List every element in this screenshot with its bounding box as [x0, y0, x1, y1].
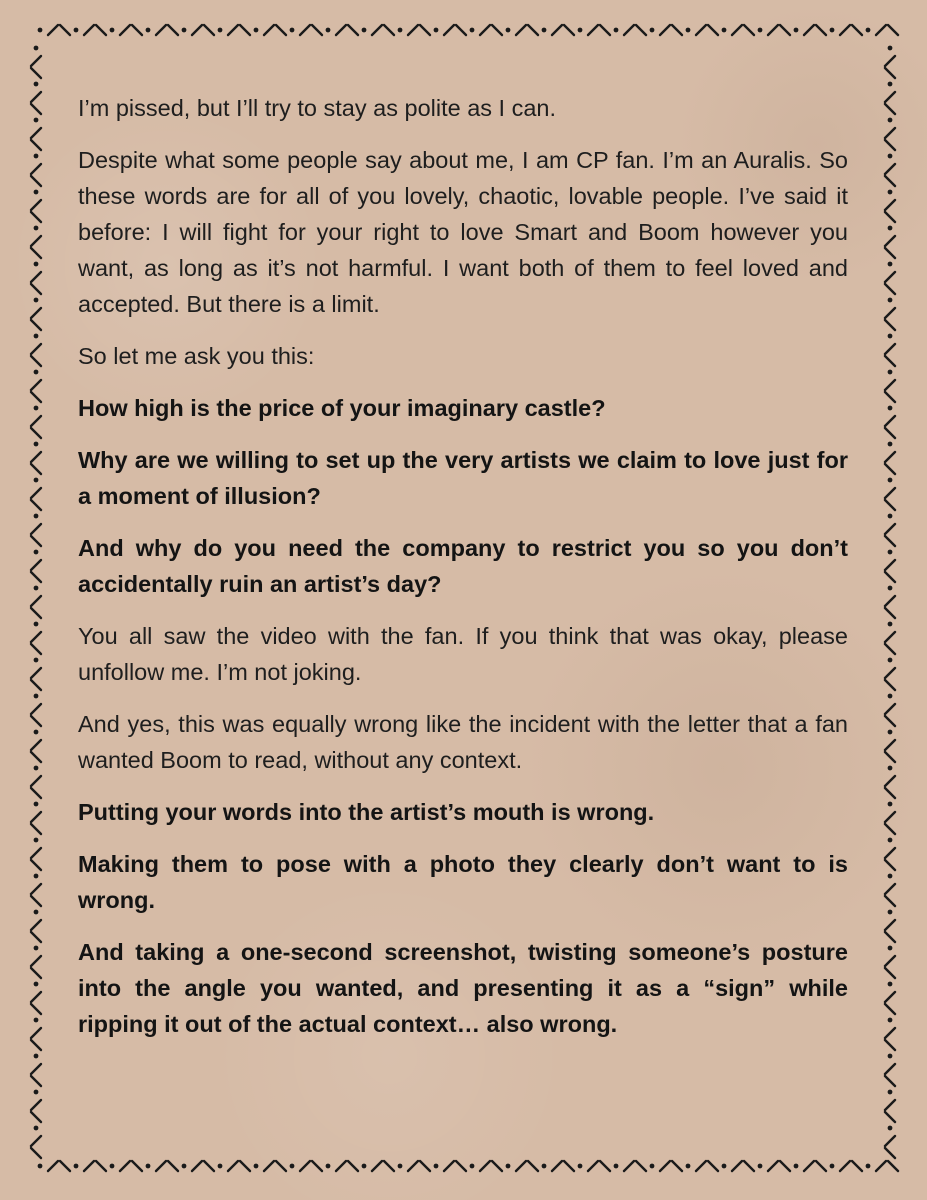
border-left-pattern — [31, 46, 41, 1158]
border-top-pattern — [38, 25, 898, 35]
paragraph-10: Making them to pose with a photo they clearly don’t want to is wrong. — [78, 851, 848, 913]
paragraph-6: And why do you need the company to restrict you so you don’t accidentally ruin an artist’s day? — [78, 535, 848, 597]
paragraph-9: Putting your words into the artist’s mouth is wrong. — [78, 799, 655, 825]
paragraph-4: How high is the price of your imaginary castle? — [78, 395, 606, 421]
paragraph-3: So let me ask you this: — [78, 343, 315, 369]
paragraph-2: Despite what some people say about me, I am CP fan. I’m an Auralis. So these words are for all of you lovely, chaotic, lovable people. I’ve said it before: I will fight for your right to love Smart and Boom however you want, as long as it’s not harmful. I want both of them to feel loved and accepted. But there is a limit. — [78, 147, 848, 317]
paragraph-11: And taking a one-second screenshot, twisting someone’s posture into the angle you wanted, and presenting it as a “sign” while ripping it out of the actual context… also wrong. — [78, 939, 848, 1037]
paragraph-8: And yes, this was equally wrong like the incident with the letter that a fan wanted Boom to read, without any context. — [78, 711, 848, 773]
border-bottom-pattern — [38, 1161, 898, 1171]
border-right-pattern — [885, 46, 895, 1158]
letter-body — [78, 90, 848, 1058]
paragraph-1: I’m pissed, but I’ll try to stay as polite as I can. — [78, 95, 557, 121]
paragraph-7: You all saw the video with the fan. If you think that was okay, please unfollow me. I’m not joking. — [78, 623, 848, 685]
paragraph-5: Why are we willing to set up the very artists we claim to love just for a moment of illusion? — [78, 447, 848, 509]
